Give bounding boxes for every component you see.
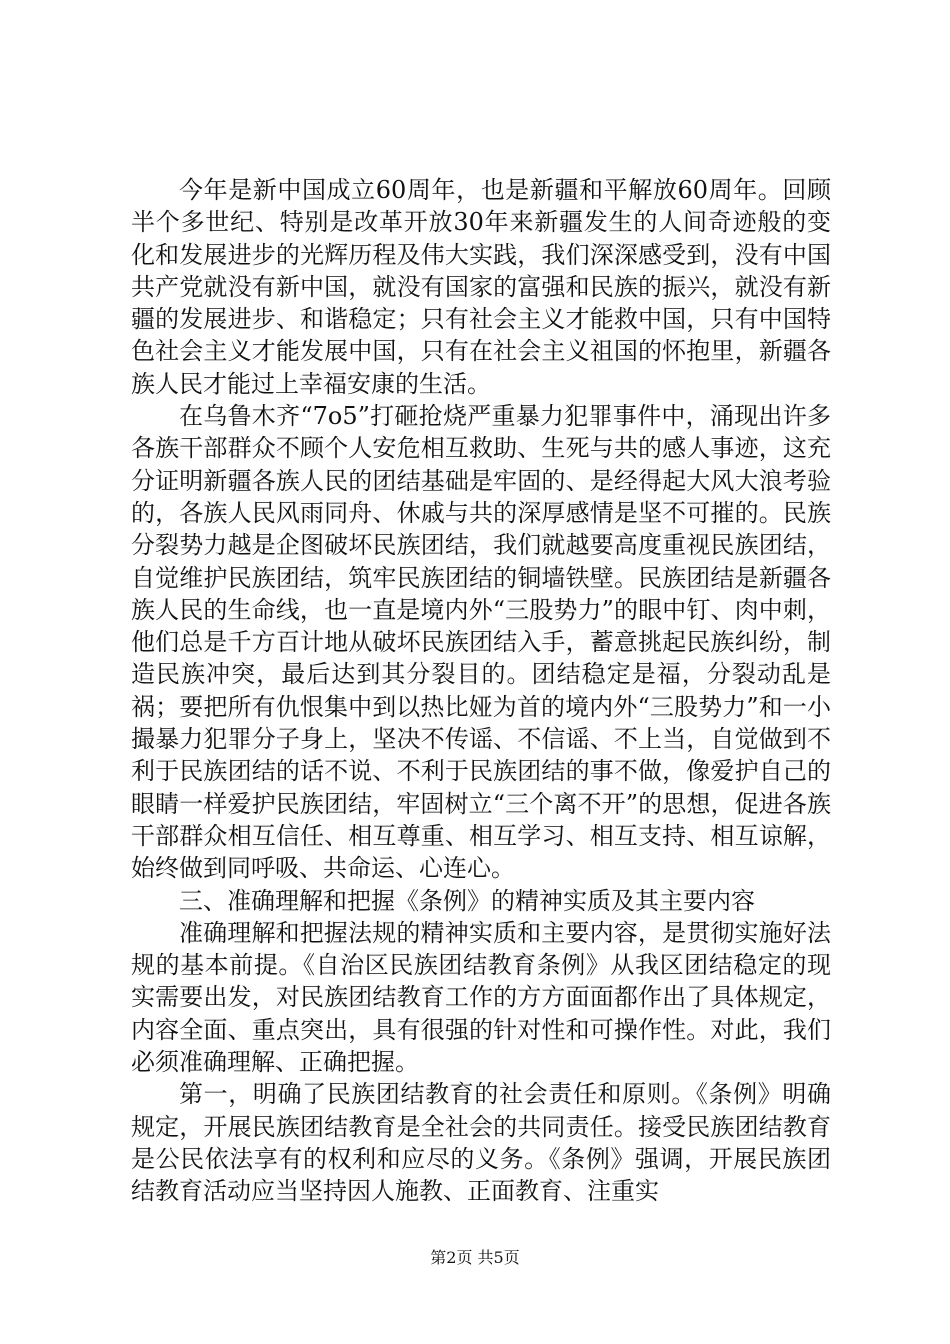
document-body: [131, 174, 831, 1208]
paragraph-first-point: 第一，明确了民族团结教育的社会责任和原则。《条例》明确规定，开展民族团结教育是全社会的共同责任。接受民族团结教育是公民依法享有的权利和应尽的义务。《条例》强调，开展民族团结教育活动应当坚持因人施教、正面教育、注重实: [131, 1080, 831, 1206]
paragraph-anniversary: 今年是新中国成立60周年，也是新疆和平解放60周年。回顾半个多世纪、特别是改革开放30年来新疆发生的人间奇迹般的变化和发展进步的光辉历程及伟大实践，我们深深感受到，没有中国共产党就没有新中国，就没有国家的富强和民族的振兴，就没有新疆的发展进步、和谐稳定；只有社会主义才能救中国，只有中国特色社会主义才能发展中国，只有在社会主义祖国的怀抱里，新疆各族人民才能过上幸福安康的生活。: [131, 176, 831, 398]
paragraph-regulation-intro: 准确理解和把握法规的精神实质和主要内容，是贯彻实施好法规的基本前提。《自治区民族团结教育条例》从我区团结稳定的现实需要出发，对民族团结教育工作的方方面面都作出了具体规定，内容全面、重点突出，具有很强的针对性和可操作性。对此，我们必须准确理解、正确把握。: [131, 918, 831, 1077]
paragraph-urumqi-incident: 在乌鲁木齐“7o5”打砸抢烧严重暴力犯罪事件中，涌现出许多各族干部群众不顾个人安危相互救助、生死与共的感人事迹，这充分证明新疆各族人民的团结基础是牢固的、是经得起大风大浪考验的，各族人民风雨同舟、休戚与共的深厚感情是坚不可摧的。民族分裂势力越是企图破坏民族团结，我们就越要高度重视民族团结，自觉维护民族团结，筑牢民族团结的铜墙铁壁。民族团结是新疆各族人民的生命线，也一直是境内外“三股势力”的眼中钉、肉中刺，他们总是千方百计地从破坏民族团结入手，蓄意挑起民族纠纷，制造民族冲突，最后达到其分裂目的。团结稳定是福，分裂动乱是祸；要把所有仇恨集中到以热比娅为首的境内外“三股势力”和一小撮暴力犯罪分子身上，坚决不传谣、不信谣、不上当，自觉做到不利于民族团结的话不说、不利于民族团结的事不做，像爱护自己的眼睛一样爱护民族团结，牢固树立“三个离不开”的思想，促进各族干部群众相互信任、相互尊重、相互学习、相互支持、相互谅解，始终做到同呼吸、共命运、心连心。: [131, 402, 831, 883]
page-footer: 第2页 共5页: [430, 1248, 520, 1267]
section-heading-three: 三、准确理解和把握《条例》的精神实质及其主要内容: [179, 886, 755, 915]
